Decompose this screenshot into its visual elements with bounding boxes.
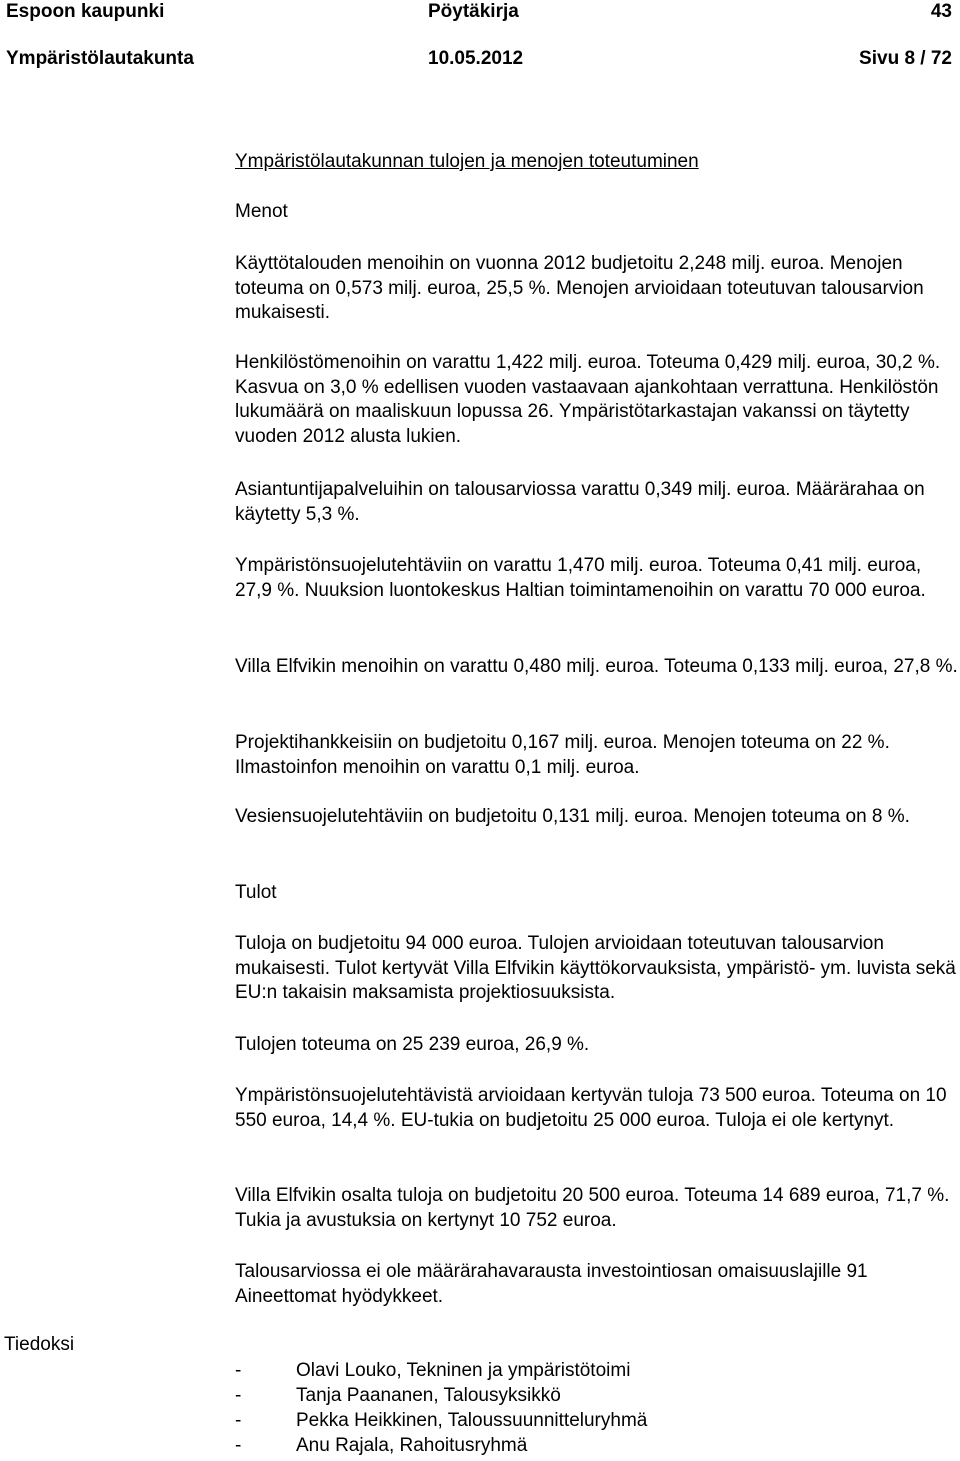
paragraph-investments: Talousarviossa ei ole määrärahavarausta investointiosan omaisuuslajille 91 Aineettomat hyödykkeet.: [235, 1261, 868, 1307]
organization-name: Espoon kaupunki: [6, 1, 165, 22]
meeting-date: 10.05.2012: [428, 48, 524, 69]
page-indicator: Sivu 8 / 72: [859, 48, 952, 69]
paragraph-projects: Projektihankkeisiin on budjetoitu 0,167 milj. euroa. Menojen toteuma on 22 %. Ilmastoinfon menoihin on varattu 0,1 milj. euroa.: [235, 732, 890, 778]
paragraph-villa-elfvik-income: Villa Elfvikin osalta tuloja on budjetoitu 20 500 euroa. Toteuma 14 689 euroa, 71,7 %. Tukia ja avustuksia on kertynyt 10 752 euroa.: [235, 1185, 950, 1231]
heading-income: Tulot: [235, 882, 277, 903]
document-header-row-1: [6, 0, 952, 24]
list-bullet: -: [235, 1385, 242, 1406]
section-title: Ympäristölautakunnan tulojen ja menojen toteutuminen: [235, 151, 699, 172]
document-header-row-2: [6, 47, 952, 71]
paragraph-villa-elfvik-expenses: Villa Elfvikin menoihin on varattu 0,480 milj. euroa. Toteuma 0,133 milj. euroa, 27,8 %.: [235, 656, 958, 677]
paragraph-operating-expenses: Käyttötalouden menoihin on vuonna 2012 budjetoitu 2,248 milj. euroa. Menojen toteuma on 0,573 milj. euroa, 25,5 %. Menojen arvioidaan toteutuvan talousarvion mukaisesti.: [235, 253, 924, 323]
board-name: Ympäristölautakunta: [6, 48, 194, 69]
paragraph-income-budget: Tuloja on budjetoitu 94 000 euroa. Tulojen arvioidaan toteutuvan talousarvion mukaisesti. Tulot kertyvät Villa Elfvikin käyttökorvauksista, ympäristö- ym. luvista sekä EU:n takaisin maksamista projektiosuuksista.: [235, 933, 956, 1003]
paragraph-personnel-expenses: Henkilöstömenoihin on varattu 1,422 milj. euroa. Toteuma 0,429 milj. euroa, 30,2 %. Kasvua on 3,0 % edellisen vuoden vastaavaan ajankohtaan verrattuna. Henkilöstön lukumäärä on maaliskuun lopussa 26. Ympäristötarkastajan vakanssi on täytetty vuoden 2012 alusta lukien.: [235, 352, 941, 447]
heading-expenses: Menot: [235, 201, 288, 222]
section-number: 43: [930, 1, 952, 22]
list-bullet: -: [235, 1435, 242, 1456]
recipient: Tanja Paananen, Talousyksikkö: [296, 1385, 561, 1406]
paragraph-income-realization: Tulojen toteuma on 25 239 euroa, 26,9 %.: [235, 1034, 590, 1055]
paragraph-water-protection: Vesiensuojelutehtäviin on budjetoitu 0,131 milj. euroa. Menojen toteuma on 8 %.: [235, 806, 910, 827]
paragraph-expert-services: Asiantuntijapalveluihin on talousarviossa varattu 0,349 milj. euroa. Määrärahaa on käytetty 5,3 %.: [235, 479, 925, 525]
recipient: Anu Rajala, Rahoitusryhmä: [296, 1435, 528, 1456]
document-type: Pöytäkirja: [428, 1, 519, 22]
paragraph-environmental-protection: Ympäristönsuojelutehtäviin on varattu 1,470 milj. euroa. Toteuma 0,41 milj. euroa, 27,9 %. Nuuksion luontokeskus Haltian toimintamenoihin on varattu 70 000 euroa.: [235, 555, 926, 601]
list-bullet: -: [235, 1410, 242, 1431]
paragraph-environmental-income: Ympäristönsuojelutehtävistä arvioidaan kertyvän tuloja 73 500 euroa. Toteuma on 10 550 euroa, 14,4 %. EU-tukia on budjetoitu 25 000 euroa. Tuloja ei ole kertynyt.: [235, 1085, 947, 1131]
list-bullet: -: [235, 1360, 242, 1381]
recipient: Olavi Louko, Tekninen ja ympäristötoimi: [296, 1360, 631, 1381]
distribution-label: Tiedoksi: [4, 1334, 75, 1355]
recipient: Pekka Heikkinen, Taloussuunnitteluryhmä: [296, 1410, 648, 1431]
